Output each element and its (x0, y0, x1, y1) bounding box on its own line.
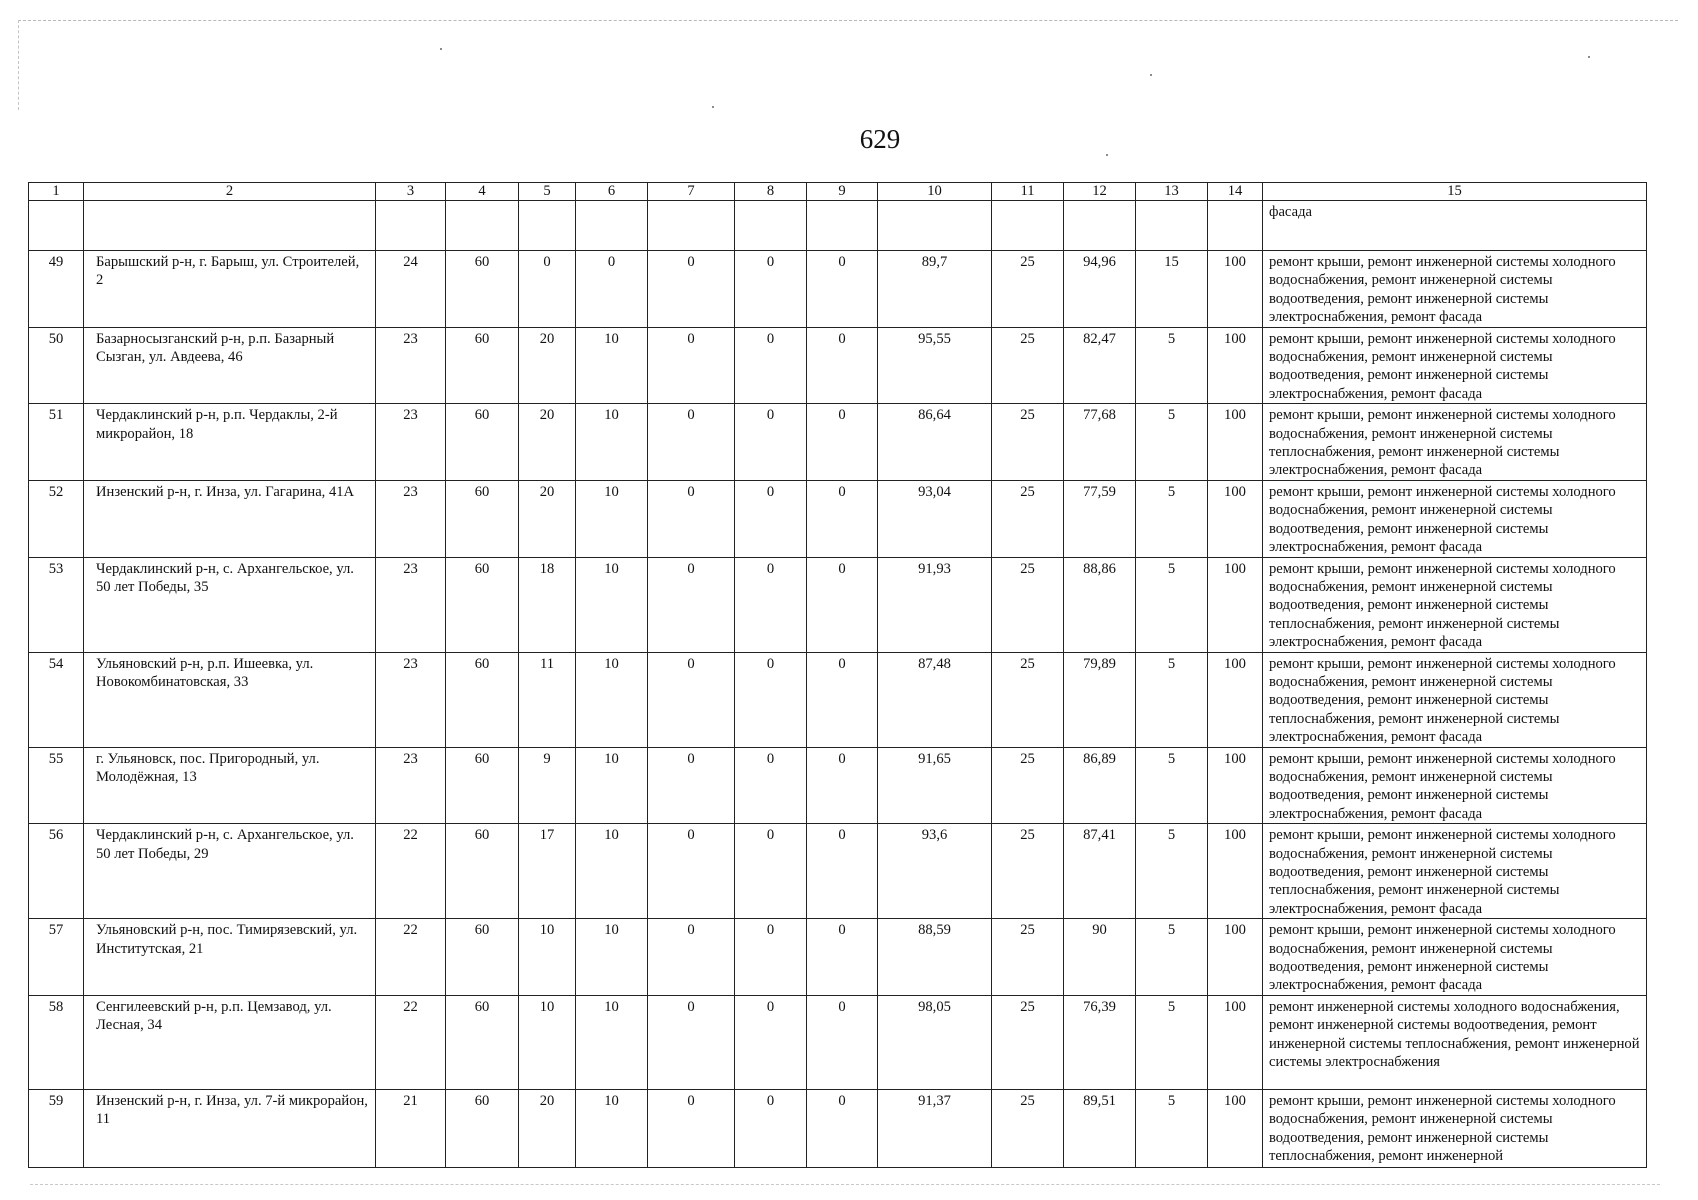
cell-col-6: 10 (576, 919, 648, 996)
cell-row-number: 58 (29, 995, 84, 1089)
cell-col-3: 23 (376, 404, 446, 481)
cell-address: Сенгилеевский р-н, р.п. Цемзавод, ул. Лесная, 34 (84, 995, 376, 1089)
cell-col-6: 10 (576, 652, 648, 747)
cell-col-14: 100 (1208, 327, 1263, 404)
cell-col-13: 5 (1136, 919, 1208, 996)
scan-edge-bottom (30, 1184, 1660, 1185)
cell-col-6: 10 (576, 995, 648, 1089)
continuation-cell (1064, 201, 1136, 251)
cell-work-list: ремонт крыши, ремонт инженерной системы холодного водоснабжения, ремонт инженерной системы водоотведения, ремонт инженерной системы электроснабжения, ремонт фасада (1263, 480, 1647, 557)
cell-col-3: 22 (376, 919, 446, 996)
cell-address: Чердаклинский р-н, с. Архангельское, ул. 50 лет Победы, 29 (84, 824, 376, 919)
cell-col-5: 20 (519, 327, 576, 404)
cell-col-12: 79,89 (1064, 652, 1136, 747)
cell-col-14: 100 (1208, 480, 1263, 557)
cell-col-9: 0 (807, 251, 878, 328)
cell-col-9: 0 (807, 404, 878, 481)
cell-col-10: 91,65 (878, 747, 992, 824)
continuation-cell (519, 201, 576, 251)
cell-col-4: 60 (446, 652, 519, 747)
cell-col-6: 10 (576, 1089, 648, 1167)
continuation-cell (446, 201, 519, 251)
cell-col-6: 10 (576, 404, 648, 481)
cell-address: Инзенский р-н, г. Инза, ул. 7-й микрорайон, 11 (84, 1089, 376, 1167)
cell-col-10: 95,55 (878, 327, 992, 404)
cell-col-13: 5 (1136, 1089, 1208, 1167)
cell-row-number: 52 (29, 480, 84, 557)
cell-work-list: ремонт крыши, ремонт инженерной системы холодного водоснабжения, ремонт инженерной системы водоотведения, ремонт инженерной системы теплоснабжения, ремонт инженерной системы электроснабжения, ремонт фасада (1263, 557, 1647, 652)
table-row (29, 995, 1647, 1089)
cell-col-7: 0 (648, 557, 735, 652)
header-cell-1: 1 (29, 183, 84, 201)
cell-col-5: 20 (519, 404, 576, 481)
cell-col-4: 60 (446, 824, 519, 919)
cell-col-4: 60 (446, 995, 519, 1089)
header-cell-11: 11 (992, 183, 1064, 201)
cell-col-11: 25 (992, 480, 1064, 557)
cell-col-4: 60 (446, 1089, 519, 1167)
continuation-cell (376, 201, 446, 251)
cell-col-12: 82,47 (1064, 327, 1136, 404)
cell-col-9: 0 (807, 652, 878, 747)
document-table (28, 182, 1647, 1168)
continuation-work-cell: фасада (1263, 201, 1647, 251)
cell-work-list: ремонт инженерной системы холодного водоснабжения, ремонт инженерной системы водоотведения, ремонт инженерной системы теплоснабжения, ремонт инженерной системы электроснабжения (1263, 995, 1647, 1089)
cell-col-7: 0 (648, 480, 735, 557)
cell-work-list: ремонт крыши, ремонт инженерной системы холодного водоснабжения, ремонт инженерной системы водоотведения, ремонт инженерной системы электроснабжения, ремонт фасада (1263, 919, 1647, 996)
cell-col-9: 0 (807, 1089, 878, 1167)
cell-col-3: 22 (376, 995, 446, 1089)
cell-col-13: 5 (1136, 995, 1208, 1089)
cell-col-14: 100 (1208, 251, 1263, 328)
cell-row-number: 49 (29, 251, 84, 328)
cell-col-11: 25 (992, 251, 1064, 328)
cell-col-5: 0 (519, 251, 576, 328)
table-row (29, 404, 1647, 481)
cell-col-13: 5 (1136, 480, 1208, 557)
cell-col-11: 25 (992, 652, 1064, 747)
cell-col-4: 60 (446, 251, 519, 328)
cell-work-list: ремонт крыши, ремонт инженерной системы холодного водоснабжения, ремонт инженерной системы водоотведения, ремонт инженерной системы теплоснабжения, ремонт инженерной системы электроснабжения, ремонт фасада (1263, 824, 1647, 919)
continuation-cell (576, 201, 648, 251)
cell-col-3: 23 (376, 652, 446, 747)
cell-col-8: 0 (735, 557, 807, 652)
header-cell-3: 3 (376, 183, 446, 201)
cell-col-13: 5 (1136, 652, 1208, 747)
header-cell-15: 15 (1263, 183, 1647, 201)
continuation-cell (807, 201, 878, 251)
cell-col-14: 100 (1208, 1089, 1263, 1167)
cell-col-10: 88,59 (878, 919, 992, 996)
cell-col-12: 86,89 (1064, 747, 1136, 824)
cell-col-8: 0 (735, 747, 807, 824)
cell-col-13: 5 (1136, 747, 1208, 824)
header-cell-12: 12 (1064, 183, 1136, 201)
cell-col-5: 9 (519, 747, 576, 824)
cell-work-list: ремонт крыши, ремонт инженерной системы холодного водоснабжения, ремонт инженерной системы водоотведения, ремонт инженерной системы теплоснабжения, ремонт инженерной системы электроснабжения, ремонт фасада (1263, 652, 1647, 747)
cell-col-4: 60 (446, 747, 519, 824)
cell-col-7: 0 (648, 824, 735, 919)
cell-col-10: 91,93 (878, 557, 992, 652)
cell-col-6: 10 (576, 557, 648, 652)
cell-col-3: 23 (376, 327, 446, 404)
cell-col-8: 0 (735, 404, 807, 481)
cell-col-9: 0 (807, 824, 878, 919)
cell-col-8: 0 (735, 652, 807, 747)
cell-col-11: 25 (992, 824, 1064, 919)
cell-col-11: 25 (992, 404, 1064, 481)
cell-col-7: 0 (648, 1089, 735, 1167)
cell-col-8: 0 (735, 919, 807, 996)
scan-speck (1150, 74, 1152, 76)
cell-col-8: 0 (735, 995, 807, 1089)
cell-col-10: 98,05 (878, 995, 992, 1089)
continuation-cell (648, 201, 735, 251)
cell-col-9: 0 (807, 747, 878, 824)
cell-col-6: 0 (576, 251, 648, 328)
header-cell-13: 13 (1136, 183, 1208, 201)
cell-col-10: 87,48 (878, 652, 992, 747)
cell-work-list: ремонт крыши, ремонт инженерной системы холодного водоснабжения, ремонт инженерной системы водоотведения, ремонт инженерной системы электроснабжения, ремонт фасада (1263, 251, 1647, 328)
cell-row-number: 59 (29, 1089, 84, 1167)
cell-col-9: 0 (807, 995, 878, 1089)
cell-col-14: 100 (1208, 652, 1263, 747)
cell-col-3: 23 (376, 747, 446, 824)
header-cell-2: 2 (84, 183, 376, 201)
cell-address: Инзенский р-н, г. Инза, ул. Гагарина, 41А (84, 480, 376, 557)
cell-col-4: 60 (446, 557, 519, 652)
header-cell-4: 4 (446, 183, 519, 201)
continuation-cell (878, 201, 992, 251)
cell-col-12: 88,86 (1064, 557, 1136, 652)
continuation-cell (84, 201, 376, 251)
cell-col-4: 60 (446, 480, 519, 557)
cell-row-number: 51 (29, 404, 84, 481)
cell-col-3: 24 (376, 251, 446, 328)
cell-col-4: 60 (446, 327, 519, 404)
scan-edge-left (18, 20, 19, 110)
cell-row-number: 56 (29, 824, 84, 919)
cell-col-12: 77,59 (1064, 480, 1136, 557)
table-row (29, 1089, 1647, 1167)
cell-col-3: 21 (376, 1089, 446, 1167)
cell-col-12: 90 (1064, 919, 1136, 996)
cell-col-8: 0 (735, 1089, 807, 1167)
cell-col-7: 0 (648, 652, 735, 747)
cell-col-13: 5 (1136, 404, 1208, 481)
cell-col-5: 10 (519, 919, 576, 996)
continuation-row (29, 201, 1647, 251)
cell-address: Базарносызганский р-н, р.п. Базарный Сызган, ул. Авдеева, 46 (84, 327, 376, 404)
cell-work-list: ремонт крыши, ремонт инженерной системы холодного водоснабжения, ремонт инженерной системы теплоснабжения, ремонт инженерной системы электроснабжения, ремонт фасада (1263, 404, 1647, 481)
cell-col-14: 100 (1208, 747, 1263, 824)
cell-col-11: 25 (992, 919, 1064, 996)
cell-col-9: 0 (807, 919, 878, 996)
cell-col-10: 93,6 (878, 824, 992, 919)
header-row (29, 183, 1647, 201)
cell-col-12: 94,96 (1064, 251, 1136, 328)
table-row (29, 747, 1647, 824)
header-cell-7: 7 (648, 183, 735, 201)
cell-address: Барышский р-н, г. Барыш, ул. Строителей, 2 (84, 251, 376, 328)
cell-row-number: 53 (29, 557, 84, 652)
cell-col-12: 76,39 (1064, 995, 1136, 1089)
table-row (29, 480, 1647, 557)
cell-col-5: 18 (519, 557, 576, 652)
cell-col-8: 0 (735, 327, 807, 404)
header-cell-9: 9 (807, 183, 878, 201)
cell-col-4: 60 (446, 404, 519, 481)
header-cell-8: 8 (735, 183, 807, 201)
table-body (29, 183, 1647, 1168)
cell-col-10: 86,64 (878, 404, 992, 481)
cell-col-14: 100 (1208, 557, 1263, 652)
cell-col-6: 10 (576, 824, 648, 919)
cell-work-list: ремонт крыши, ремонт инженерной системы холодного водоснабжения, ремонт инженерной системы водоотведения, ремонт инженерной системы электроснабжения, ремонт фасада (1263, 327, 1647, 404)
cell-col-5: 20 (519, 1089, 576, 1167)
cell-address: Чердаклинский р-н, с. Архангельское, ул. 50 лет Победы, 35 (84, 557, 376, 652)
cell-col-14: 100 (1208, 919, 1263, 996)
cell-col-5: 11 (519, 652, 576, 747)
cell-work-list: ремонт крыши, ремонт инженерной системы холодного водоснабжения, ремонт инженерной системы водоотведения, ремонт инженерной системы теплоснабжения, ремонт инженерной (1263, 1089, 1647, 1167)
cell-col-10: 93,04 (878, 480, 992, 557)
cell-col-7: 0 (648, 995, 735, 1089)
cell-col-12: 87,41 (1064, 824, 1136, 919)
cell-col-4: 60 (446, 919, 519, 996)
page-number: 629 (859, 124, 901, 154)
cell-work-list: ремонт крыши, ремонт инженерной системы холодного водоснабжения, ремонт инженерной системы водоотведения, ремонт инженерной системы электроснабжения, ремонт фасада (1263, 747, 1647, 824)
cell-col-7: 0 (648, 919, 735, 996)
header-cell-14: 14 (1208, 183, 1263, 201)
cell-address: Ульяновский р-н, р.п. Ишеевка, ул. Новокомбинатовская, 33 (84, 652, 376, 747)
cell-col-14: 100 (1208, 824, 1263, 919)
cell-col-7: 0 (648, 251, 735, 328)
cell-col-11: 25 (992, 1089, 1064, 1167)
scan-speck (1588, 56, 1590, 58)
cell-col-13: 5 (1136, 824, 1208, 919)
cell-row-number: 50 (29, 327, 84, 404)
continuation-cell (29, 201, 84, 251)
cell-col-10: 91,37 (878, 1089, 992, 1167)
table-row (29, 557, 1647, 652)
continuation-cell (735, 201, 807, 251)
cell-col-7: 0 (648, 327, 735, 404)
cell-address: г. Ульяновск, пос. Пригородный, ул. Молодёжная, 13 (84, 747, 376, 824)
cell-col-13: 15 (1136, 251, 1208, 328)
continuation-cell (992, 201, 1064, 251)
scan-speck (712, 106, 714, 108)
cell-col-3: 23 (376, 557, 446, 652)
table-row (29, 919, 1647, 996)
cell-row-number: 54 (29, 652, 84, 747)
header-cell-5: 5 (519, 183, 576, 201)
table-row (29, 652, 1647, 747)
table-row (29, 824, 1647, 919)
cell-col-11: 25 (992, 327, 1064, 404)
cell-col-8: 0 (735, 480, 807, 557)
continuation-cell (1136, 201, 1208, 251)
cell-address: Чердаклинский р-н, р.п. Чердаклы, 2-й микрорайон, 18 (84, 404, 376, 481)
cell-col-3: 22 (376, 824, 446, 919)
cell-col-12: 89,51 (1064, 1089, 1136, 1167)
header-cell-10: 10 (878, 183, 992, 201)
cell-col-8: 0 (735, 824, 807, 919)
cell-col-9: 0 (807, 480, 878, 557)
continuation-cell (1208, 201, 1263, 251)
cell-col-6: 10 (576, 747, 648, 824)
header-cell-6: 6 (576, 183, 648, 201)
scan-edge-top (18, 20, 1678, 21)
cell-col-6: 10 (576, 327, 648, 404)
cell-col-3: 23 (376, 480, 446, 557)
cell-col-7: 0 (648, 404, 735, 481)
cell-col-9: 0 (807, 557, 878, 652)
cell-col-5: 20 (519, 480, 576, 557)
cell-col-10: 89,7 (878, 251, 992, 328)
cell-col-6: 10 (576, 480, 648, 557)
cell-col-9: 0 (807, 327, 878, 404)
scan-speck (440, 48, 442, 50)
cell-address: Ульяновский р-н, пос. Тимирязевский, ул. Институтская, 21 (84, 919, 376, 996)
table-row (29, 251, 1647, 328)
cell-col-5: 17 (519, 824, 576, 919)
cell-col-13: 5 (1136, 557, 1208, 652)
cell-col-11: 25 (992, 995, 1064, 1089)
cell-col-14: 100 (1208, 995, 1263, 1089)
cell-col-8: 0 (735, 251, 807, 328)
cell-row-number: 57 (29, 919, 84, 996)
cell-row-number: 55 (29, 747, 84, 824)
cell-col-13: 5 (1136, 327, 1208, 404)
cell-col-11: 25 (992, 557, 1064, 652)
cell-col-11: 25 (992, 747, 1064, 824)
cell-col-7: 0 (648, 747, 735, 824)
cell-col-14: 100 (1208, 404, 1263, 481)
cell-col-12: 77,68 (1064, 404, 1136, 481)
table-row (29, 327, 1647, 404)
cell-col-5: 10 (519, 995, 576, 1089)
